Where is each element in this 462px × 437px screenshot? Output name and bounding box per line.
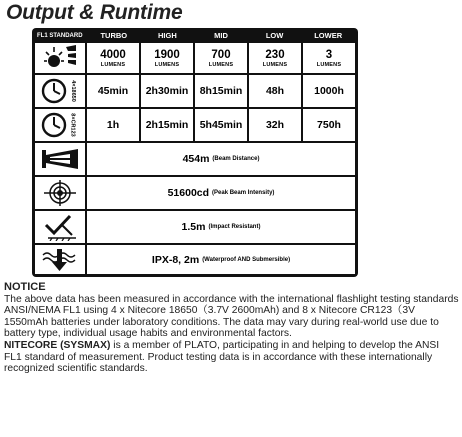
runtime-cell: 1h	[87, 109, 141, 141]
impact-row	[35, 211, 355, 243]
beam-icon	[35, 143, 87, 175]
lumens-cell: 230 LUMENS	[249, 43, 303, 73]
notice-text: is a member of PLATO, participating in and helping to develop the ANSI FL1 standard of measurement. Product testing data is in accordance with these internationally recognized scientific standards.	[4, 339, 440, 375]
beam-distance-row	[35, 143, 355, 175]
runtime-cell: 8h15min	[195, 75, 249, 107]
brand-name: NITECORE (SYSMAX)	[4, 339, 111, 351]
standard-label: FL1 STANDARD	[37, 32, 83, 39]
mode-header: TURBO	[100, 31, 128, 40]
sun-icon	[35, 43, 87, 73]
runtime-18650-row	[35, 75, 355, 107]
impact-value: 1.5m (Impact Resistant)	[181, 221, 261, 233]
runtime-cell: 48h	[249, 75, 303, 107]
mode-header: LOW	[265, 31, 284, 40]
runtime-cell: 750h	[317, 119, 341, 131]
beam-distance-value: 454m (Beam Distance)	[182, 153, 260, 165]
notice-section	[4, 282, 459, 375]
peak-intensity-value: 51600cd (Peak Beam Intensity)	[167, 187, 275, 199]
runtime-cell: 2h30min	[141, 75, 195, 107]
clock-icon	[35, 109, 87, 141]
page-title: Output & Runtime	[6, 1, 183, 24]
lumens-row	[35, 43, 355, 73]
lumens-cell: 700 LUMENS	[195, 43, 249, 73]
battery-label: 4×18650	[70, 80, 77, 102]
lumens-cell: 3 LUMENS	[316, 48, 342, 68]
runtime-cell: 1000h	[314, 85, 344, 97]
peak-intensity-row	[35, 177, 355, 209]
runtime-cell: 5h45min	[195, 109, 249, 141]
lumens-cell: 4000 LUMENS	[87, 43, 141, 73]
water-icon	[35, 245, 87, 274]
mode-header: MID	[214, 31, 228, 40]
notice-paragraph-2	[4, 340, 459, 375]
runtime-cr123-row	[35, 109, 355, 141]
mode-header: LOWER	[314, 31, 343, 40]
notice-heading: NOTICE	[4, 281, 46, 293]
spec-table	[32, 28, 358, 277]
impact-icon	[35, 211, 87, 243]
lumens-cell: 1900 LUMENS	[141, 43, 195, 73]
waterproof-value: IPX-8, 2m (Waterproof AND Submersible)	[151, 253, 291, 266]
runtime-cell: 2h15min	[141, 109, 195, 141]
clock-icon	[35, 75, 87, 107]
notice-paragraph: The above data has been measured in accordance with the international flashlight testing standards ANSI/NEMA FL1 using 4 x Nitecore 18650（3.7V 2600mAh) and 8 x Nitecore CR123（3V 1550mAh batteries under laboratory conditions. The data may vary during real-world use due to battery type, individual usage habits and environmental factors.	[4, 293, 459, 340]
waterproof-row	[35, 245, 355, 274]
mode-header: HIGH	[158, 31, 177, 40]
runtime-cell: 32h	[249, 109, 303, 141]
table-header	[35, 28, 355, 43]
target-icon	[35, 177, 87, 209]
battery-label: 8×CR123	[69, 113, 76, 137]
runtime-cell: 45min	[87, 75, 141, 107]
